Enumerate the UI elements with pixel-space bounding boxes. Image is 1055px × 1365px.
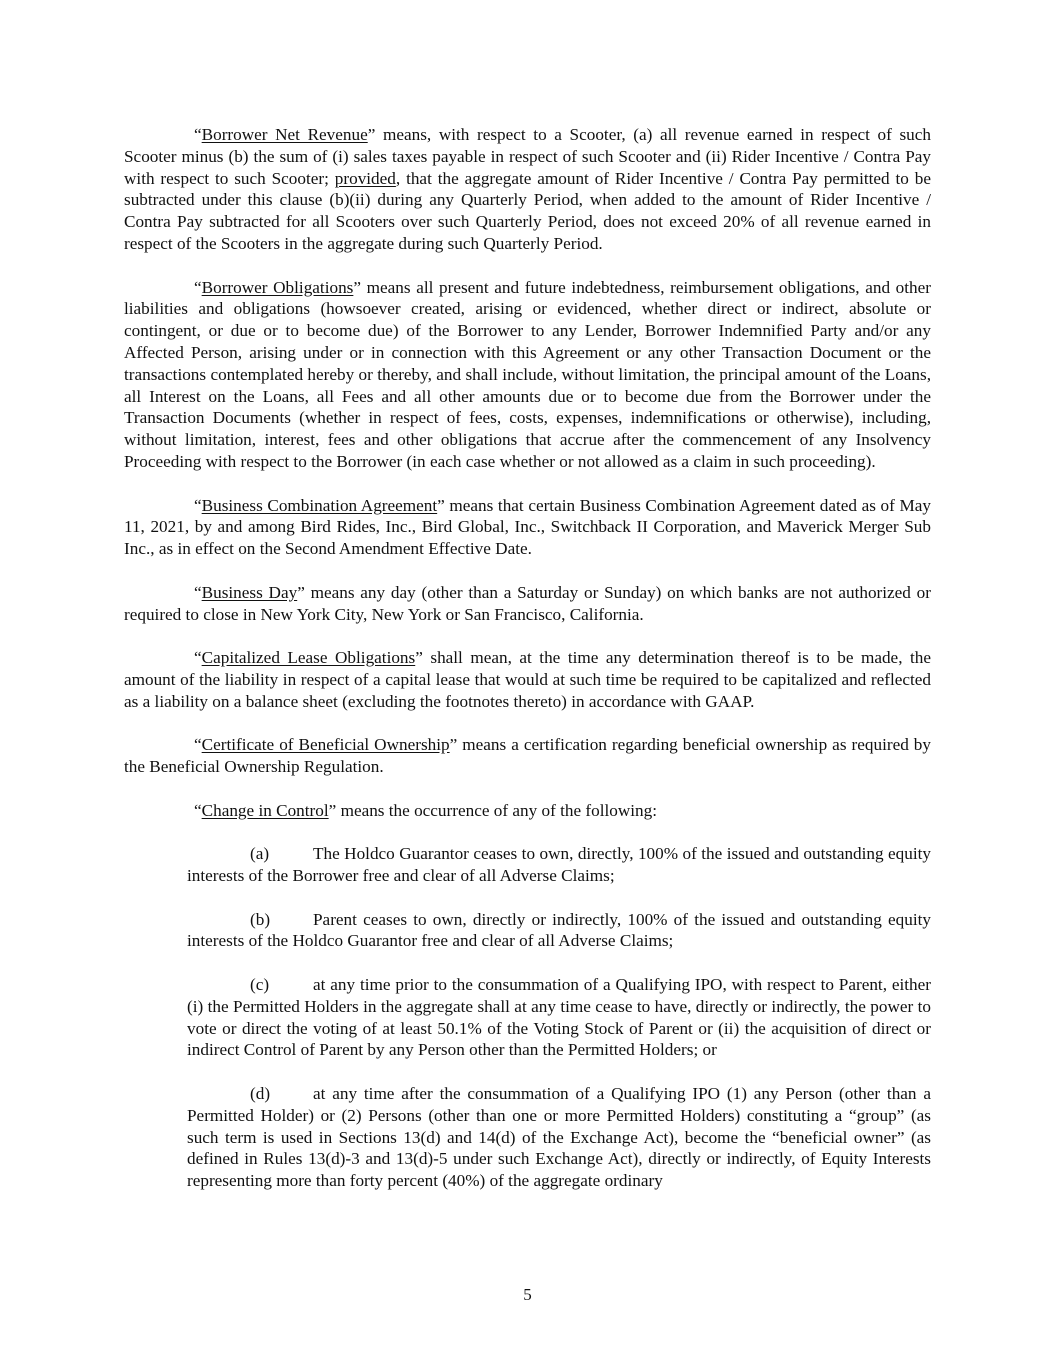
open-quote: “ xyxy=(194,125,202,144)
clause-label: (c) xyxy=(250,975,270,995)
provided-term: provided xyxy=(334,168,396,188)
clause-text: at any time prior to the consummation of a Qualifying IPO, with respect to Parent, either (i) the Permitted Holders in the aggregate shall at any time cease to have, directly or indirectly, the power to vote or direct the voting of at least 50.1% of the Voting Stock of Parent or (ii) the acquisition of direct or indirect Control of Parent by any Person other than the Permitted Holders; or xyxy=(187,975,931,1060)
clause-c xyxy=(124,974,931,1061)
definition-certificate-of-beneficial-ownership xyxy=(124,734,931,778)
clause-d xyxy=(124,1083,931,1192)
clause-text: The Holdco Guarantor ceases to own, directly, 100% of the issued and outstanding equity interests of the Borrower free and clear of all Adverse Claims; xyxy=(187,844,931,886)
clause-label: (d) xyxy=(250,1084,271,1104)
open-quote: “ xyxy=(194,735,202,755)
defined-term: Business Day xyxy=(201,582,298,602)
close-quote: ” xyxy=(415,648,423,668)
definition-business-combination-agreement xyxy=(124,495,931,560)
definition-borrower-obligations xyxy=(124,277,931,473)
defined-term: Certificate of Beneficial Ownership xyxy=(201,735,450,755)
open-quote: “ xyxy=(194,800,202,820)
close-quote: ” xyxy=(367,125,376,144)
close-quote: ” xyxy=(353,277,361,297)
definition-capitalized-lease-obligations xyxy=(124,647,931,712)
clause-b xyxy=(124,909,931,953)
definition-text: means the occurrence of any of the following: xyxy=(336,800,657,820)
definition-text: means that certain Business Combination Agreement dated as of May 11, 2021, by and among Bird Rides, Inc., Bird Global, Inc., Switchback II Corporation, and Maverick Merger Sub Inc., as in effect on the Second Amendment Effective Date. xyxy=(124,495,931,559)
definition-text: means a certification regarding beneficial ownership as required by the Beneficial Ownership Regulation. xyxy=(124,735,931,777)
defined-term: Borrower Obligations xyxy=(201,277,354,297)
defined-term: Capitalized Lease Obligations xyxy=(201,648,416,668)
clause-label: (a) xyxy=(250,844,270,864)
definition-borrower-net-revenue xyxy=(124,124,931,255)
definition-text: means, with respect to a Scooter, (a) all revenue earned in respect of such Scooter minus (b) the sum of (i) sales taxes payable in respect of such Scooter and (ii) Rider Incentive / Contra Pay with respect to such Scooter; xyxy=(124,125,932,188)
defined-term: Borrower Net Revenue xyxy=(201,125,368,144)
definition-text: means any day (other than a Saturday or Sunday) on which banks are not authorized or required to close in New York City, New York or San Francisco, California. xyxy=(124,582,931,624)
close-quote: ” xyxy=(297,582,305,602)
defined-term: Change in Control xyxy=(201,800,329,820)
defined-term: Business Combination Agreement xyxy=(201,495,438,515)
definition-text-continued: , that the aggregate amount of Rider Incentive / Contra Pay permitted to be subtracted under this clause (b)(ii) during any Quarterly Period, when added to the amount of Rider Incentive / Contra Pay subtracted for all Scooters over such Quarterly Period, does not exceed 20% of all revenue earned in respect of the Scooters in the aggregate during such Quarterly Period. xyxy=(124,168,931,253)
open-quote: “ xyxy=(194,648,202,668)
definition-text: means all present and future indebtedness, reimbursement obligations, and other liabilities and obligations (howsoever created, arising or evidenced, whether direct or indirect, absolute or contingent, or due or to become due) of the Borrower to any Lender, Borrower Indemnified Party and/or any Affected Person, arising under or in connection with this Agreement or any other Transaction Document or the transactions contemplated hereby or thereby, and shall include, without limitation, the principal amount of the Loans, all Interest on the Loans, all Fees and all other amounts due or to become due from the Borrower under the Transaction Documents (whether in respect of fees, costs, expenses, indemnifications or otherwise), including, without limitation, interest, fees and other obligations that accrue after the commencement of any Insolvency Proceeding with respect to the Borrower (in each case whether or not allowed as a claim in such proceeding). xyxy=(124,277,931,471)
definition-change-in-control xyxy=(124,800,931,822)
close-quote: ” xyxy=(328,800,337,820)
clause-label: (b) xyxy=(250,909,271,929)
open-quote: “ xyxy=(194,582,202,602)
clause-text: Parent ceases to own, directly or indirectly, 100% of the issued and outstanding equity interests of the Holdco Guarantor free and clear of all Adverse Claims; xyxy=(187,909,931,951)
clause-text: at any time after the consummation of a Qualifying IPO (1) any Person (other than a Permitted Holder) or (2) Persons (other than one or more Permitted Holders) constituting a “group” (as such term is used in Sections 13(d) and 14(d) of the Exchange Act), become the “beneficial owner” (as defined in Rules 13(d)-3 and 13(d)-5 under such Exchange Act), directly or indirectly, of Equity Interests representing more than forty percent (40%) of the aggregate ordinary xyxy=(187,1084,931,1191)
definition-text: shall mean, at the time any determination thereof is to be made, the amount of the liability in respect of a capital lease that would at such time be required to be capitalized and reflected as a liability on a balance sheet (excluding the footnotes thereto) in accordance with GAAP. xyxy=(124,648,931,711)
open-quote: “ xyxy=(194,277,202,297)
page-number: 5 xyxy=(523,1285,532,1304)
close-quote: ” xyxy=(449,735,458,755)
page-body xyxy=(124,124,931,1214)
clause-a xyxy=(124,843,931,887)
definition-business-day xyxy=(124,582,931,626)
open-quote: “ xyxy=(194,495,202,515)
close-quote: ” xyxy=(437,495,445,515)
